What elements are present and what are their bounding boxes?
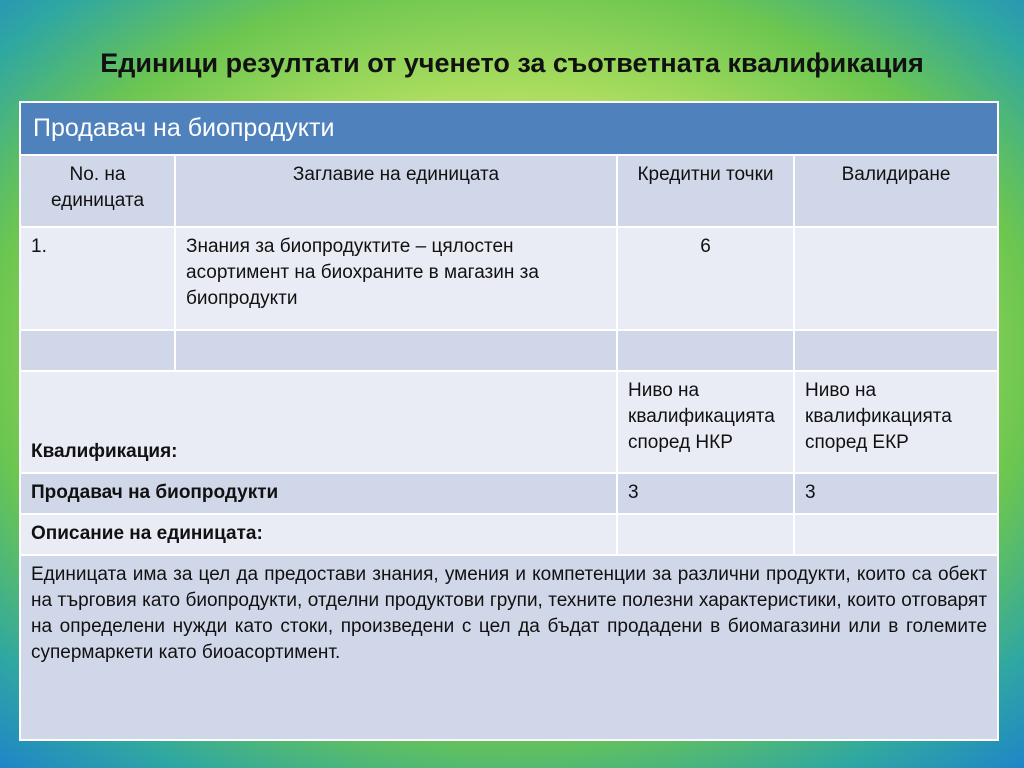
table-header-row: [20, 102, 998, 155]
description-label: Описание на единицата:: [20, 514, 617, 555]
qualification-values-row: [20, 473, 998, 514]
qualification-name: Продавач на биопродукти: [20, 473, 617, 514]
validation-cell: [794, 227, 998, 330]
empty-cell: [617, 330, 794, 371]
description-text: Единицата има за цел да предостави знания, умения и компетенции за различни продукти, които са обект на търговия като биопродукти, отделни продуктови групи, техните полезни характеристики, които отговарят на определени нужди като стоки, произведени с цел да бъдат продадени в биомагазини или в големите супермаркети като биоасортимент.: [20, 555, 998, 740]
description-label-row: [20, 514, 998, 555]
unit-table: [19, 101, 999, 741]
nkr-level-value: 3: [617, 473, 794, 514]
empty-cell: [20, 330, 175, 371]
empty-cell: [617, 514, 794, 555]
credits-cell: 6: [617, 227, 794, 330]
column-header-validation: Валидиране: [794, 155, 998, 227]
empty-table-row: [20, 330, 998, 371]
unit-no-cell: 1.: [20, 227, 175, 330]
nkr-level-header: Ниво на квалификацията според НКР: [617, 371, 794, 473]
description-row: [20, 555, 998, 740]
column-header-row: [20, 155, 998, 227]
empty-cell: [794, 330, 998, 371]
unit-title-cell: Знания за биопродуктите – цялостен асортимент на биохраните в магазин за биопродукти: [175, 227, 617, 330]
slide-title: Единици резултати от ученето за съответната квалификация: [100, 48, 924, 78]
qualification-label: Квалификация:: [20, 371, 617, 473]
table-row: [20, 227, 998, 330]
ekr-level-header: Ниво на квалификацията според ЕКР: [794, 371, 998, 473]
column-header-credits: Кредитни точки: [617, 155, 794, 227]
empty-cell: [794, 514, 998, 555]
table-header: Продавач на биопродукти: [20, 102, 998, 155]
empty-cell: [175, 330, 617, 371]
qualification-header-row: [20, 371, 998, 473]
column-header-unit-title: Заглавие на единицата: [175, 155, 617, 227]
column-header-unit-no: No. на единицата: [20, 155, 175, 227]
ekr-level-value: 3: [794, 473, 998, 514]
